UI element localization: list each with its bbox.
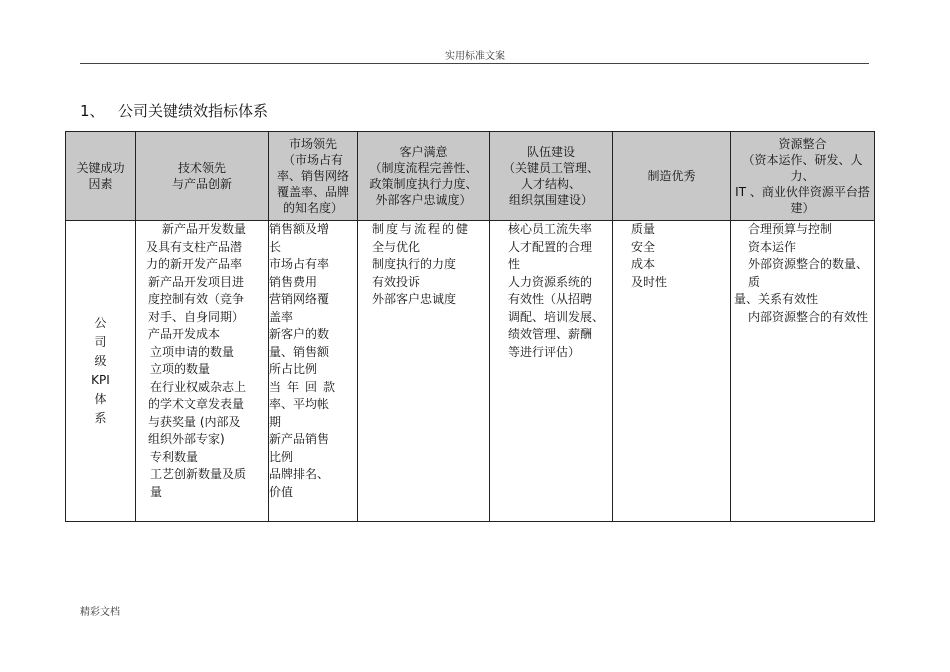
- header-team-building: [490, 132, 613, 221]
- list-item: 营销网络覆: [269, 292, 330, 306]
- list-item: 有效投诉: [372, 274, 421, 289]
- header-line: 队伍建设: [526, 145, 575, 159]
- list-item: 等进行评估）: [508, 344, 581, 359]
- list-item: 工艺创新数量及质: [150, 467, 247, 481]
- list-item: 新产品销售: [269, 432, 330, 446]
- header-customer-satisfaction: [358, 132, 490, 221]
- header-resource-integration: [731, 132, 875, 221]
- table-row: [66, 221, 875, 522]
- list-item: 新产品开发项目进: [148, 274, 245, 289]
- section-heading: [80, 100, 268, 121]
- kpi-table: [65, 131, 875, 522]
- list-item: 的学术文章发表量: [148, 397, 245, 411]
- list-item: 度控制有效（竞争: [148, 292, 245, 306]
- list-item: 销售费用: [269, 274, 318, 289]
- list-item: 外部客户忠诚度: [372, 292, 457, 306]
- cell-team-building: [490, 221, 613, 522]
- list-item: 期: [269, 414, 282, 429]
- list-item: 与获奖量 (内部及: [148, 414, 241, 429]
- list-item: 人力资源系统的: [508, 274, 593, 289]
- list-item: 绩效管理、薪酬: [508, 327, 593, 341]
- list-item: 制度与流程的健: [372, 222, 471, 236]
- row-label-char: 体: [94, 392, 107, 406]
- page-footer: 精彩文档: [80, 607, 120, 618]
- list-item: 立项的数量: [150, 362, 211, 376]
- header-line: 与产品创新: [171, 177, 232, 191]
- header-line: 覆盖率、品牌: [276, 185, 349, 199]
- list-item: 对手、自身同期）: [148, 309, 245, 324]
- header-line: 因素: [88, 177, 113, 191]
- header-line: （制度流程完善性、: [369, 161, 478, 175]
- list-item: 市场占有率: [269, 257, 330, 271]
- cell-resource-integration: [731, 221, 875, 522]
- header-manufacturing-excellence: [613, 132, 731, 221]
- list-item: 量: [150, 484, 163, 499]
- section-number: 1、: [80, 102, 105, 120]
- list-item: 新产品开发数量: [162, 222, 247, 236]
- list-item: 专利数量: [150, 449, 199, 464]
- header-tech-leadership: [136, 132, 269, 221]
- header-line: 外部客户忠诚度）: [375, 193, 472, 207]
- header-key-success-factors: [66, 132, 136, 221]
- row-label-company-kpi: [66, 221, 136, 522]
- list-item: 比例: [269, 449, 294, 464]
- list-item: 盖率: [269, 309, 294, 324]
- list-item: 性: [508, 257, 521, 271]
- list-item: 资本运作: [748, 239, 797, 254]
- header-line: （关键员工管理、: [502, 161, 599, 175]
- cell-manufacturing-excellence: [613, 221, 731, 522]
- list-item: 质量: [631, 222, 656, 236]
- list-item: 及时性: [631, 274, 668, 289]
- list-item: 内部资源整合的有效性: [748, 309, 869, 324]
- list-item: 制度执行的力度: [372, 257, 457, 271]
- list-item: 调配、培训发展、: [508, 309, 605, 324]
- header-market-leadership: [269, 132, 358, 221]
- row-label-char: 系: [94, 411, 107, 425]
- list-item: 立项申请的数量: [150, 344, 235, 359]
- list-item: 销售额及增: [269, 222, 330, 236]
- list-item: 产品开发成本: [148, 327, 221, 341]
- row-label-char: 级: [94, 354, 107, 368]
- list-item: 价值: [269, 484, 294, 499]
- header-rule: [80, 63, 869, 64]
- header-line: 客户满意: [399, 145, 448, 159]
- list-item: 量、销售额: [269, 344, 330, 359]
- row-label-char: 司: [94, 335, 107, 349]
- header-line: 的知名度）: [282, 201, 343, 215]
- header-line: （资本运作、研发、人力、: [742, 153, 863, 183]
- list-item: 核心员工流失率: [508, 222, 593, 236]
- header-line: 建）: [790, 201, 815, 215]
- header-line: 技术领先: [177, 161, 226, 175]
- list-item: 在行业权威杂志上: [150, 379, 247, 394]
- header-line: 关键成功: [76, 161, 125, 175]
- cell-market-leadership: [269, 221, 358, 522]
- header-line: 资源整合: [778, 137, 827, 151]
- list-item: 全与优化: [372, 239, 421, 254]
- list-item: 所占比例: [269, 362, 318, 376]
- cell-customer-satisfaction: [358, 221, 490, 522]
- list-item: 有效性（从招聘: [508, 292, 593, 306]
- row-label-char: KPI: [91, 373, 110, 387]
- list-item: 率、平均帐: [269, 397, 330, 411]
- list-item: 安全: [631, 239, 656, 254]
- section-title: 公司关键绩效指标体系: [118, 102, 269, 120]
- list-item: 外部资源整合的数量、 质: [748, 257, 869, 289]
- list-item: 长: [269, 239, 282, 254]
- header-line: IT 、商业伙伴资源平台搭: [735, 185, 870, 199]
- list-item: 品牌排名、: [269, 467, 330, 481]
- cell-tech-leadership: [136, 221, 269, 522]
- list-item: 成本: [631, 257, 656, 271]
- list-item: 合理预算与控制: [748, 222, 833, 236]
- header-line: 政策制度执行力度、: [369, 177, 478, 191]
- list-item: 力的新开发产品率: [146, 257, 243, 271]
- header-line: 人才结构、: [520, 177, 581, 191]
- header-line: 组织氛围建设）: [508, 193, 593, 207]
- list-item: 及具有支柱产品潜: [146, 239, 243, 254]
- list-item: 当年回款: [269, 379, 342, 394]
- list-item: 新客户的数: [269, 327, 330, 341]
- list-item: 人才配置的合理: [508, 239, 593, 254]
- row-label-char: 公: [94, 316, 107, 330]
- table-header-row: [66, 132, 875, 221]
- page-header: 实用标准文案: [445, 51, 505, 62]
- list-item: 组织外部专家): [148, 432, 225, 446]
- header-line: （市场占有: [282, 153, 343, 167]
- header-line: 市场领先: [288, 137, 337, 151]
- header-line: 率、销售网络: [276, 169, 349, 183]
- header-line: 制造优秀: [647, 169, 696, 183]
- list-item: 量、关系有效性: [734, 292, 819, 306]
